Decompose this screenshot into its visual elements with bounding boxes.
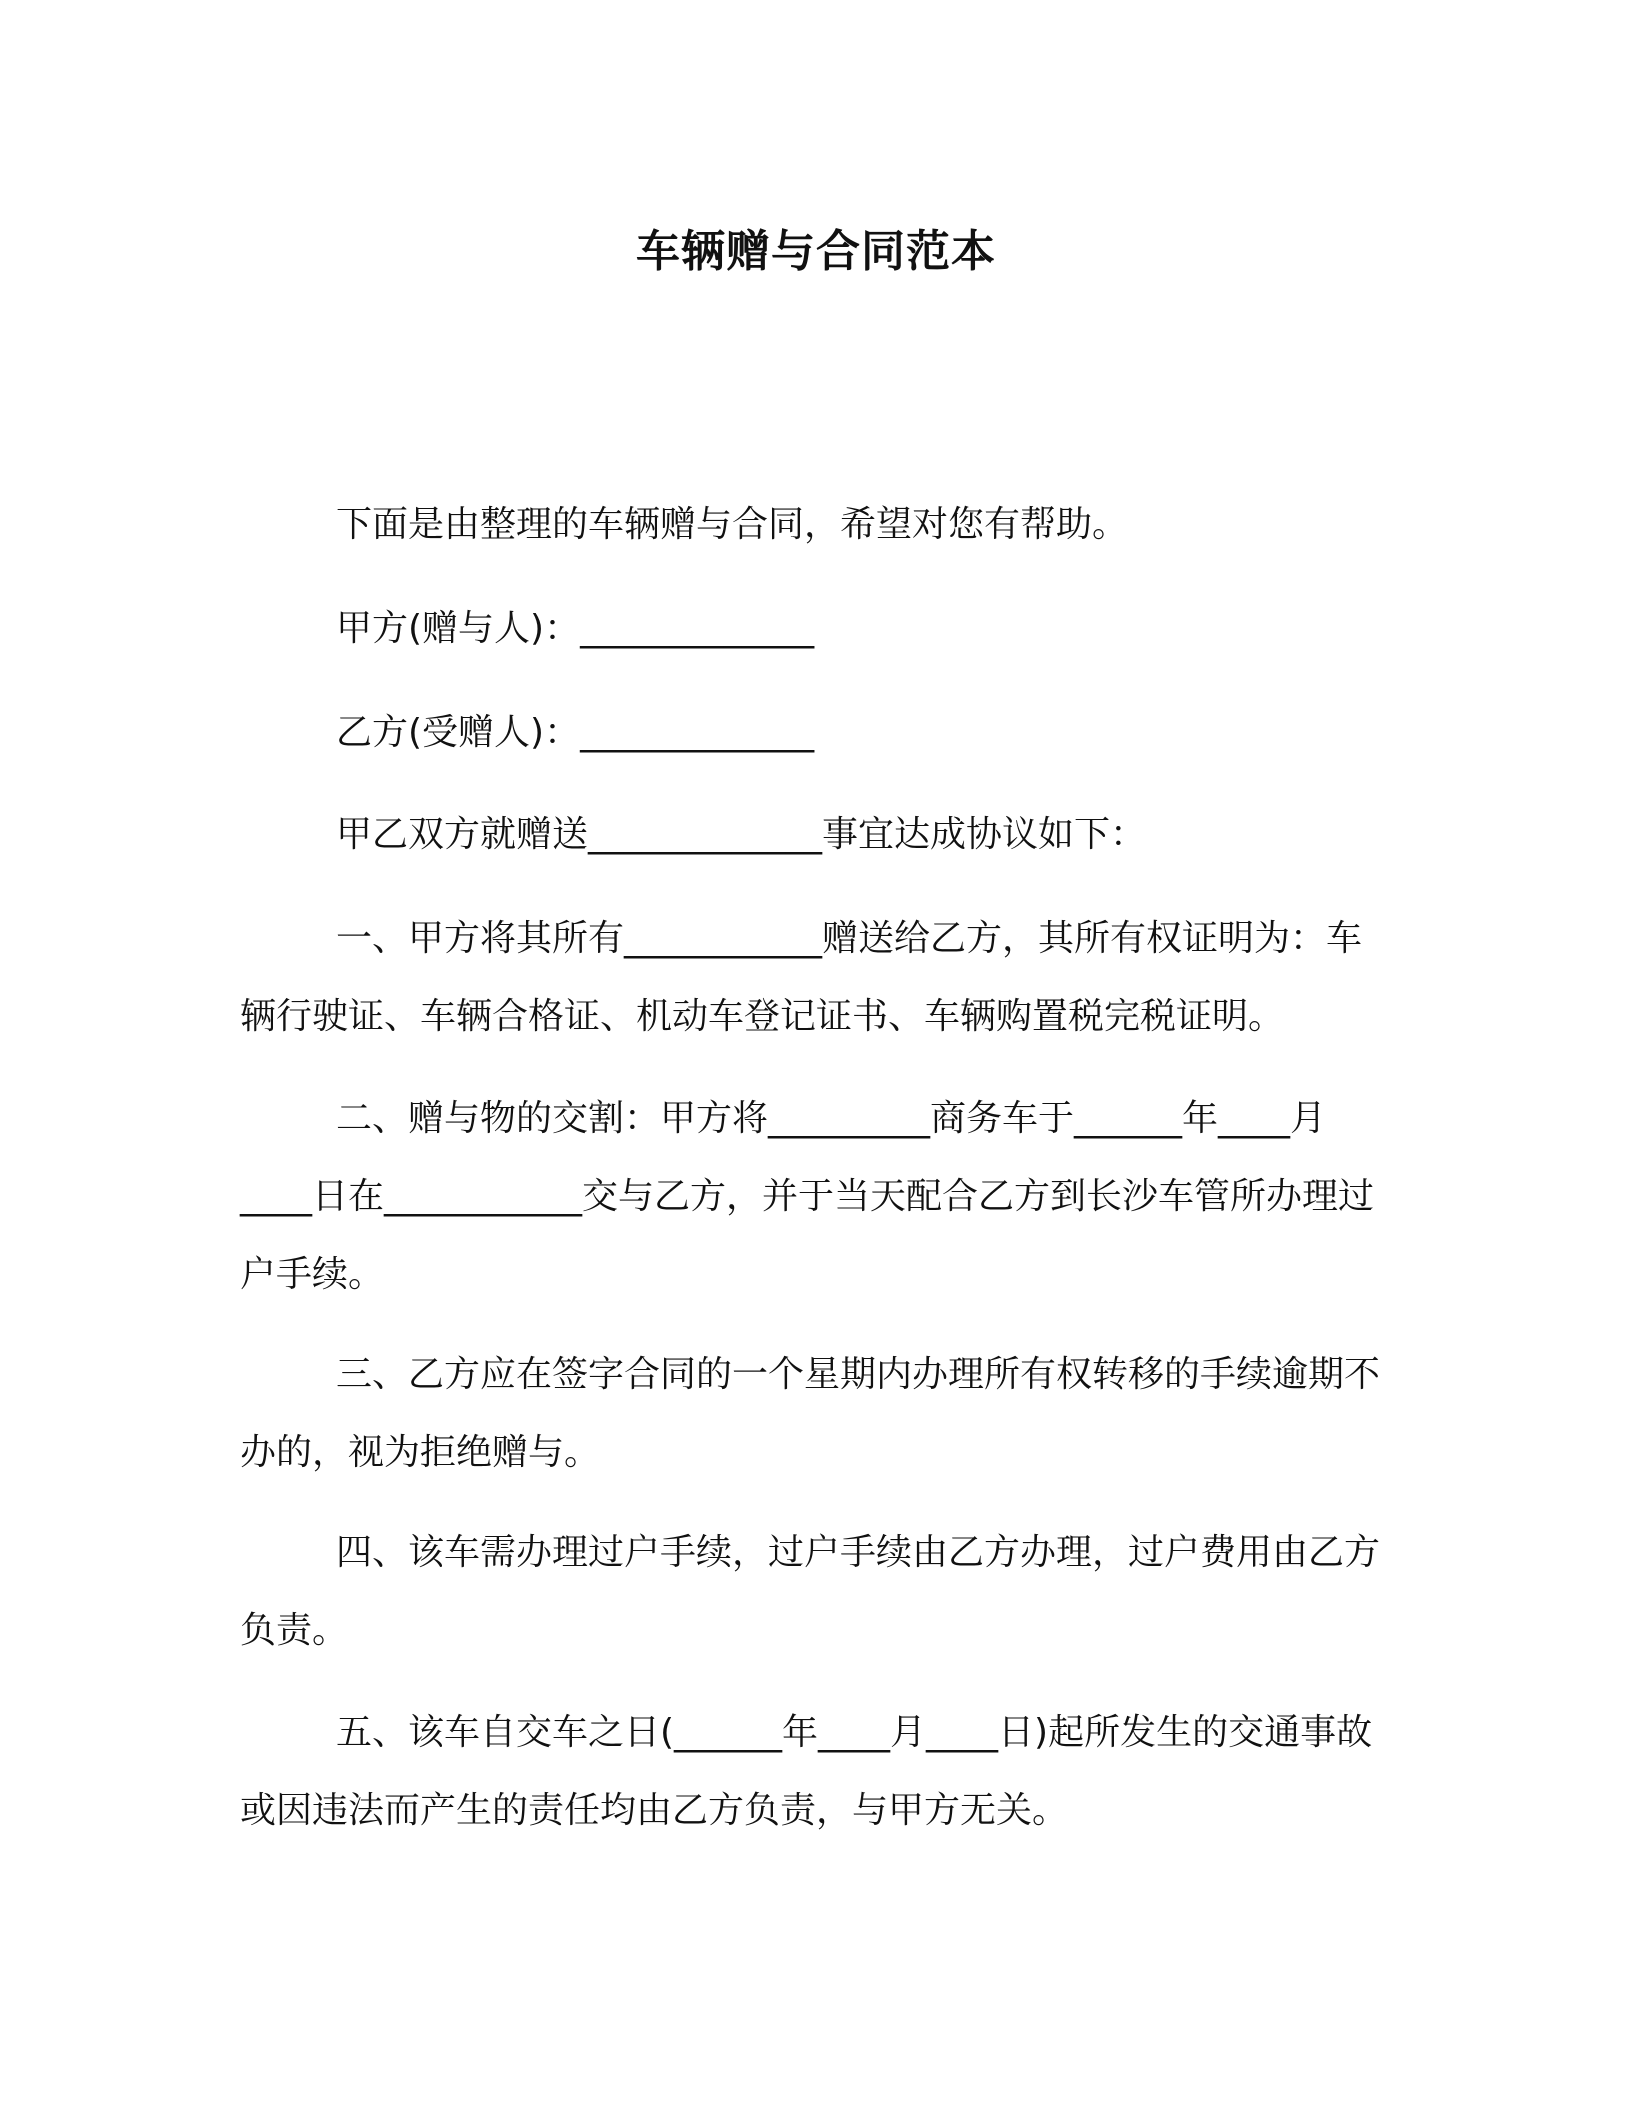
party-b-text: 乙方(受赠人)：_____________	[336, 712, 815, 753]
clause-3-paragraph	[240, 1336, 1390, 1492]
intro-paragraph	[240, 486, 1390, 564]
clause-4-text: 四、该车需办理过户手续，过户手续由乙方办理，过户费用由乙方负责。	[240, 1532, 1381, 1651]
clause-1-text: 一、甲方将其所有___________赠送给乙方，其所有权证明为：车辆行驶证、车辆合格证、机动车登记证书、车辆购置税完税证明。	[240, 918, 1363, 1037]
document-title: 车辆赠与合同范本	[636, 226, 996, 277]
party-a-text: 甲方(赠与人)：_____________	[336, 608, 815, 649]
party-a-paragraph	[240, 590, 1390, 668]
clause-4-paragraph	[240, 1514, 1390, 1670]
clause-5-text: 五、该车自交车之日(______年____月____日)起所发生的交通事故或因违法而产生的责任均由乙方负责，与甲方无关。	[240, 1712, 1373, 1831]
party-b-paragraph	[240, 694, 1390, 772]
clause-5-paragraph	[240, 1694, 1390, 1850]
preamble-paragraph	[240, 796, 1390, 874]
clause-1-paragraph	[240, 900, 1390, 1056]
clause-3-text: 三、乙方应在签字合同的一个星期内办理所有权转移的手续逾期不办的，视为拒绝赠与。	[240, 1354, 1381, 1473]
clause-2-text: 二、赠与物的交割：甲方将_________商务车于______年____月____日在___________交与乙方，并于当天配合乙方到长沙车管所办理过户手续。	[240, 1098, 1375, 1295]
preamble-text: 甲乙双方就赠送_____________事宜达成协议如下：	[336, 814, 1147, 855]
intro-text: 下面是由整理的车辆赠与合同，希望对您有帮助。	[336, 504, 1129, 545]
clause-2-paragraph	[240, 1080, 1390, 1314]
